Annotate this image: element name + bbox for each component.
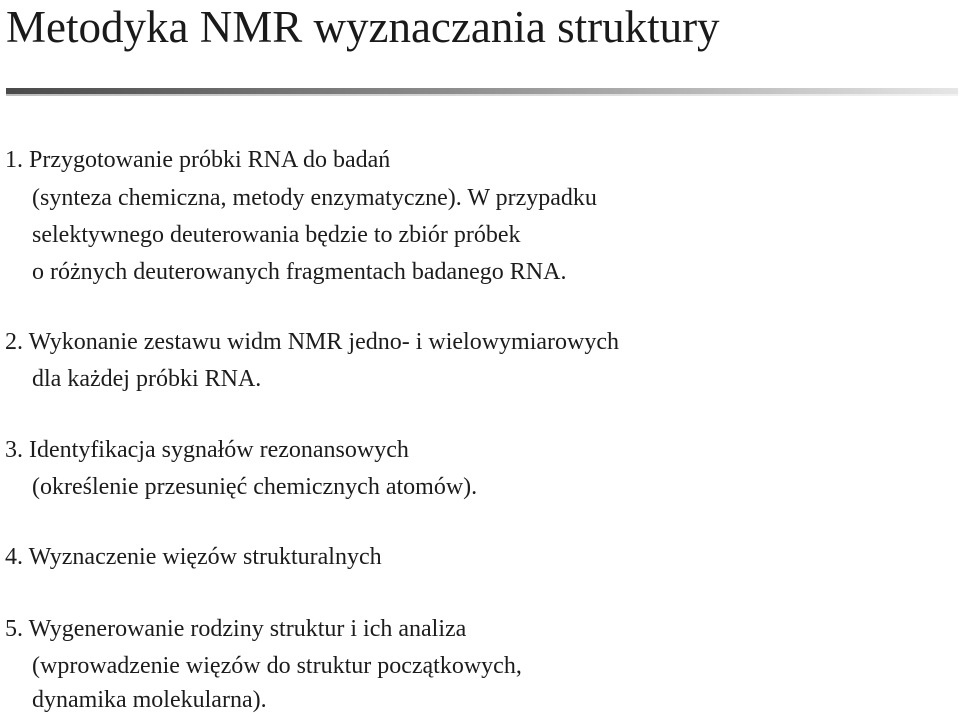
step-4-line-1: 4. Wyznaczenie więzów strukturalnych — [5, 544, 382, 570]
step-3-line-2: (określenie przesunięć chemicznych atomów). — [32, 474, 478, 500]
step-5-line-3: dynamika molekularna). — [32, 687, 267, 713]
step-5-line-1: 5. Wygenerowanie rodziny struktur i ich analiza — [5, 616, 467, 642]
step-1-line-1: 1. Przygotowanie próbki RNA do badań — [5, 147, 391, 173]
step-1-line-4: o różnych deuterowanych fragmentach badanego RNA. — [32, 259, 567, 285]
step-5-line-2: (wprowadzenie więzów do struktur początkowych, — [32, 653, 522, 679]
step-3-line-1: 3. Identyfikacja sygnałów rezonansowych — [5, 437, 409, 463]
step-2-line-2: dla każdej próbki RNA. — [32, 366, 262, 392]
step-1-line-3: selektywnego deuterowania będzie to zbiór próbek — [32, 222, 521, 248]
step-1-line-2: (synteza chemiczna, metody enzymatyczne). W przypadku — [32, 185, 597, 211]
slide-title: Metodyka NMR wyznaczania struktury — [6, 2, 720, 52]
step-2-line-1: 2. Wykonanie zestawu widm NMR jedno- i wielowymiarowych — [5, 329, 619, 355]
